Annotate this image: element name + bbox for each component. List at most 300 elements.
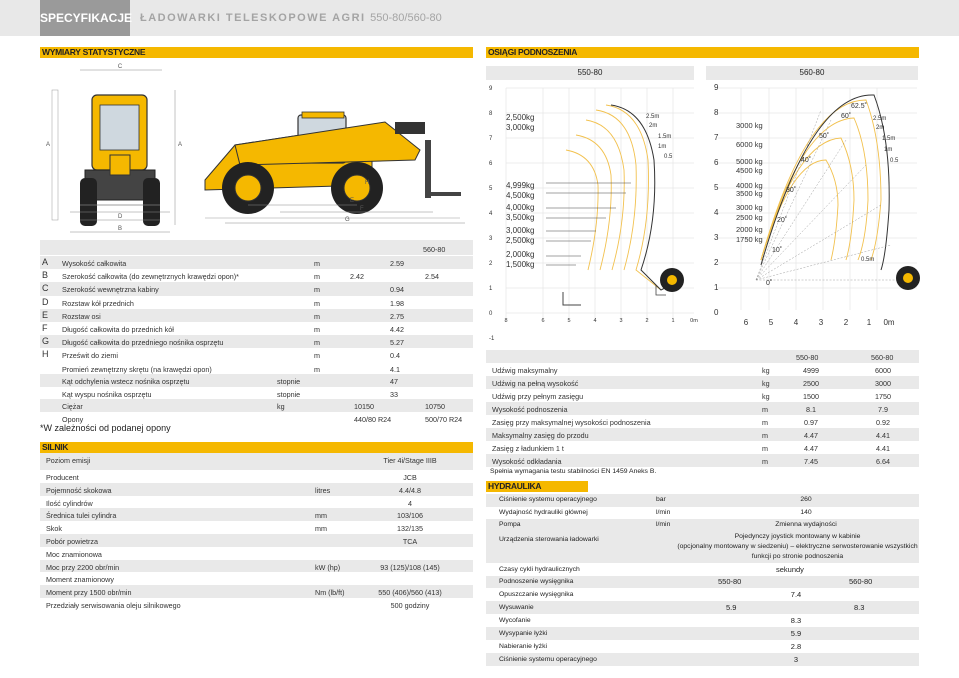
engine-row xyxy=(40,560,473,573)
perf-row xyxy=(486,454,919,467)
engine-row-label: Producent xyxy=(46,473,79,482)
dims-row-unit: m xyxy=(314,351,320,361)
perf-row xyxy=(486,428,919,441)
perf-row-label: Zasięg z ładunkiem 1 t xyxy=(492,444,564,453)
dims-extra-v2: 10750 xyxy=(425,402,445,412)
left-y-tick: 0 xyxy=(489,311,493,317)
engine-table xyxy=(40,453,473,611)
engine-row-unit: kW (hp) xyxy=(315,562,341,572)
perf-row xyxy=(486,363,919,376)
right-y-tick: 0 xyxy=(714,308,719,317)
cycle-head-v1: 550-80 xyxy=(718,577,742,586)
perf-row-unit: m xyxy=(762,431,768,440)
left-load-label: 4,000kg xyxy=(506,203,535,212)
engine-row-label: Moc przy 2200 obr/min xyxy=(46,562,120,572)
dims-row-label: Długość całkowita do przedniego nośnika osprzętu xyxy=(62,338,224,348)
left-load-labels xyxy=(506,113,534,269)
hyd-row-unit: bar xyxy=(656,496,666,503)
static-dims-title: WYMIARY STATYSTYCZNE xyxy=(42,47,146,57)
perf-row-v2: 4.41 xyxy=(876,431,890,440)
controls-line-3: funkcji po stronie podnoszenia xyxy=(751,553,844,560)
side-view xyxy=(205,112,461,218)
hydraulics-bar xyxy=(486,481,588,492)
dims-row-letter: C xyxy=(42,283,49,294)
left-load-label: 1,500kg xyxy=(506,260,535,269)
right-angle-label: 50˚ xyxy=(819,133,830,140)
controls-row xyxy=(486,530,919,563)
perf-row-v1: 8.1 xyxy=(806,405,816,414)
left-x-tick: 1 xyxy=(671,318,675,324)
perf-row xyxy=(486,402,919,415)
dim-letter-a-side: A xyxy=(178,142,183,148)
dims-extra-label: Ciężar xyxy=(62,402,83,412)
engine-row-label: Pojemność skokowa xyxy=(46,485,112,495)
controls-label: Urządzenia sterowania ładowarki xyxy=(499,536,599,543)
hyd-row-label: Ciśnienie systemu operacyjnego xyxy=(499,496,597,503)
left-side-label: 2m xyxy=(649,123,658,129)
dims-row xyxy=(40,322,473,335)
perf-row-label: Udźwig na pełną wysokość xyxy=(492,379,579,388)
dims-row xyxy=(40,335,473,348)
engine-bar xyxy=(40,442,473,453)
dim-letter-g: G xyxy=(345,217,350,223)
perf-row-v1: 0.97 xyxy=(804,418,818,427)
perf-row-v1: 1500 xyxy=(803,392,819,401)
right-y-tick: 7 xyxy=(714,133,719,142)
engine-row-value: Tier 4i/Stage IIIB xyxy=(383,456,437,465)
right-load-label: 2500 kg xyxy=(736,213,763,222)
perf-row xyxy=(486,415,919,428)
left-x-tick: 4 xyxy=(593,318,597,324)
dims-row-unit: m xyxy=(314,311,320,321)
right-side-label: 0.5m xyxy=(861,257,875,263)
dims-extra-v1: 33 xyxy=(390,389,398,399)
perf-note: Spełnia wymagania testu stabilności EN 1459 Aneks B. xyxy=(490,468,657,475)
left-y-tick: -1 xyxy=(489,336,495,342)
engine-row-value: JCB xyxy=(403,473,417,482)
perf-row-unit: kg xyxy=(762,366,770,375)
right-y-tick: 4 xyxy=(714,208,719,217)
right-x-axis xyxy=(744,318,895,327)
dims-row-label: Rozstaw kół przednich xyxy=(62,298,134,308)
dims-row-v1: 4.42 xyxy=(390,324,404,334)
engine-row xyxy=(40,547,473,560)
dims-row-letter: G xyxy=(42,336,50,347)
dims-row xyxy=(40,269,473,282)
engine-row-value: 4 xyxy=(408,498,412,508)
perf-row-label: Udźwig maksymalny xyxy=(492,366,558,375)
engine-row xyxy=(40,585,473,598)
perf-row-unit: m xyxy=(762,418,768,427)
right-x-tick: 4 xyxy=(793,318,799,327)
dim-letter-h: H xyxy=(365,180,370,186)
cycle-row-label: Opuszczanie wysięgnika xyxy=(499,591,574,598)
cycle-row-value: 8.3 xyxy=(790,616,802,625)
dims-row-label: Wysokość całkowita xyxy=(62,259,127,268)
right-angle-labels xyxy=(766,102,867,287)
right-x-tick: 6 xyxy=(743,318,749,327)
hydraulics-table xyxy=(486,494,919,531)
perf-col1: 550-80 xyxy=(796,353,819,362)
cycle-table xyxy=(486,588,919,666)
engine-row xyxy=(40,572,473,585)
cycle-head xyxy=(486,576,919,588)
hyd-row-value: 260 xyxy=(800,496,812,503)
dims-row-letter: E xyxy=(42,309,49,320)
right-angle-label: 62.5˚ xyxy=(851,103,867,110)
right-load-label: 6000 kg xyxy=(736,140,763,149)
dim-letter-b: B xyxy=(118,226,123,232)
dims-row xyxy=(40,309,473,322)
hyd-row-value: 140 xyxy=(800,509,812,516)
dims-row-v1: 2.59 xyxy=(390,259,404,268)
dims-row-label: Prześwit do ziemi xyxy=(62,351,118,361)
left-y-tick: 4 xyxy=(489,211,493,217)
right-load-label: 1750 kg xyxy=(736,235,763,244)
right-x-tick: 3 xyxy=(818,318,824,327)
perf-row-label: Wysokość podnoszenia xyxy=(492,405,568,414)
cycle-row-value: 3 xyxy=(793,655,799,664)
right-side-label: 0.5 xyxy=(890,158,899,164)
cycle-row xyxy=(486,627,919,640)
engine-row-label: Moc znamionowa xyxy=(46,549,102,559)
engine-row-unit: mm xyxy=(315,511,327,521)
dims-extra-label: Kąt wyspu nośnika osprzętu xyxy=(62,389,152,399)
dims-row-label: Szerokość wewnętrzna kabiny xyxy=(62,285,159,295)
dims-row-v1: 2.75 xyxy=(390,311,404,321)
dims-extra-label: Promień zewnętrzny skrętu (na krawędzi opon) xyxy=(62,364,212,374)
perf-row-unit: kg xyxy=(762,392,770,401)
chart-right-title: 560-80 xyxy=(706,66,918,80)
dims-table-head xyxy=(40,240,473,256)
engine-row-value: 103/106 xyxy=(397,511,423,521)
right-angle-label: 40˚ xyxy=(801,157,812,164)
left-load-label: 4,500kg xyxy=(506,191,535,200)
static-dims-bar xyxy=(40,47,473,58)
dims-footnote: *W zależności od podanej opony xyxy=(40,423,171,433)
engine-row-label: Poziom emisji xyxy=(46,456,91,465)
right-side-label: 1.5m xyxy=(882,136,896,142)
left-y-tick: 8 xyxy=(489,111,493,117)
dims-col-head: 560-80 xyxy=(423,245,446,254)
perf-row xyxy=(486,441,919,454)
dims-extra-unit: stopnie xyxy=(277,377,301,387)
left-x-tick: 0m xyxy=(690,318,698,324)
dims-extra-unit: stopnie xyxy=(277,389,301,399)
cycle-head-v2: 560-80 xyxy=(849,577,873,586)
hyd-row-label: Pompa xyxy=(499,521,521,528)
dims-row-unit: m xyxy=(314,272,320,282)
dims-row-unit: m xyxy=(314,285,320,295)
cycle-row-value: 5.9 xyxy=(790,629,802,638)
load-chart-560 xyxy=(706,80,919,332)
dim-letter-c: C xyxy=(117,64,123,70)
performance-bar xyxy=(486,47,919,58)
cycle-row-v1: 5.9 xyxy=(726,603,737,612)
right-y-tick: 1 xyxy=(714,283,719,292)
dims-rows xyxy=(40,256,473,362)
right-x-tick: 5 xyxy=(768,318,774,327)
engine-row xyxy=(40,470,473,483)
right-load-label: 2000 kg xyxy=(736,225,763,234)
perf-row xyxy=(486,389,919,402)
dims-table xyxy=(40,240,473,424)
right-y-tick: 6 xyxy=(714,158,719,167)
right-angle-label: 10˚ xyxy=(772,247,783,254)
right-side-label: 1m xyxy=(884,147,893,153)
right-load-label: 3000 kg xyxy=(736,203,763,212)
perf-row-v1: 2500 xyxy=(803,379,819,388)
hyd-row-label: Wydajność hydrauliki głównej xyxy=(499,509,588,516)
left-side-label: 2.5m xyxy=(646,114,660,120)
dims-row-v1: 1.98 xyxy=(390,298,404,308)
dims-row-v1: 2.42 xyxy=(350,272,364,282)
right-load-label: 3000 kg xyxy=(736,121,763,130)
engine-row-value: 4.4/4.8 xyxy=(399,485,421,495)
left-load-label: 3,000kg xyxy=(506,226,535,235)
left-side-labels xyxy=(646,114,673,160)
engine-row-unit: Nm (lb/ft) xyxy=(315,588,345,598)
perf-rows xyxy=(486,363,919,467)
right-y-tick: 2 xyxy=(714,258,719,267)
perf-row-label: Wysokość odkładania xyxy=(492,457,562,466)
left-y-tick: 6 xyxy=(489,161,493,167)
right-x-tick: 2 xyxy=(843,318,849,327)
dims-row-letter: F xyxy=(42,322,48,333)
dims-extra-unit: m xyxy=(314,364,320,374)
perf-row-v1: 4.47 xyxy=(804,431,818,440)
dims-row-unit: m xyxy=(314,259,320,268)
perf-row-unit: m xyxy=(762,457,768,466)
perf-row xyxy=(486,376,919,389)
dims-extra xyxy=(40,362,473,425)
right-y-axis xyxy=(714,83,719,317)
controls-line-1: Pojedynczy joystick montowany w kabinie xyxy=(734,533,861,540)
left-load-label: 2,500kg xyxy=(506,236,535,245)
title-text: ŁADOWARKI TELESKOPOWE AGRI xyxy=(140,12,366,24)
left-load-top: 3,000kg xyxy=(506,123,535,132)
dims-extra-row xyxy=(40,362,473,375)
left-x-tick: 2 xyxy=(645,318,649,324)
cycle-label: Czasy cykli hydraulicznych xyxy=(499,566,580,573)
perf-row-v1: 7.45 xyxy=(804,457,818,466)
left-y-tick: 1 xyxy=(489,286,493,292)
left-load-top: 2,500kg xyxy=(506,113,535,122)
dims-extra-v2: 500/70 R24 xyxy=(425,414,463,424)
engine-row-value: TCA xyxy=(402,536,418,546)
perf-row-unit: kg xyxy=(762,379,770,388)
machine-drawing xyxy=(40,60,473,240)
engine-row xyxy=(40,453,473,470)
engine-row xyxy=(40,521,473,534)
left-x-tick: 8 xyxy=(504,318,508,324)
right-y-tick: 9 xyxy=(714,83,719,92)
dims-row-unit: m xyxy=(314,298,320,308)
dims-row-label: Długość całkowita do przednich kół xyxy=(62,324,174,334)
perf-row-v2: 0.92 xyxy=(876,418,890,427)
engine-row-label: Moment znamionowy xyxy=(46,575,114,585)
cycle-row xyxy=(486,653,919,666)
dims-extra-v1: 440/80 R24 xyxy=(354,414,392,424)
perf-row-v2: 6000 xyxy=(875,366,891,375)
left-y-tick: 2 xyxy=(489,261,493,267)
dims-row-v1: 0.4 xyxy=(390,351,400,361)
dims-row-letter: D xyxy=(42,296,49,307)
dims-row-unit: m xyxy=(314,324,320,334)
engine-row-label: Moment przy 1500 obr/min xyxy=(46,588,132,598)
engine-row xyxy=(40,508,473,521)
cycle-row-label: Wysypanie łyżki xyxy=(499,630,548,637)
dims-row xyxy=(40,296,473,309)
engine-row-value: 500 godziny xyxy=(390,600,430,610)
perf-col2: 560-80 xyxy=(871,353,894,362)
dims-row-letter: H xyxy=(42,349,49,360)
perf-row-v2: 7.9 xyxy=(878,405,888,414)
hyd-row xyxy=(486,494,919,507)
dim-letter-e: E xyxy=(350,198,355,204)
cycle-row-label: Wycofanie xyxy=(499,617,531,624)
right-y-tick: 5 xyxy=(714,183,719,192)
title-models: 550-80/560-80 xyxy=(370,12,442,24)
perf-row-unit: m xyxy=(762,405,768,414)
right-load-label: 4500 kg xyxy=(736,166,763,175)
perf-row-v2: 4.41 xyxy=(876,444,890,453)
left-y-tick: 5 xyxy=(489,186,493,192)
engine-row-value: 132/135 xyxy=(397,524,423,534)
cycle-row-label: Nabieranie łyżki xyxy=(499,643,547,650)
perf-row-v2: 1750 xyxy=(875,392,891,401)
engine-row xyxy=(40,483,473,496)
perf-row-v1: 4999 xyxy=(803,366,819,375)
engine-row-label: Przedziały serwisowania oleju silnikowego xyxy=(46,600,181,610)
dims-row-letter: A xyxy=(42,257,49,267)
right-load-labels xyxy=(736,121,763,244)
dims-row xyxy=(40,256,473,269)
left-side-label: 1.5m xyxy=(658,134,672,140)
engine-row-value: 93 (125)/108 (145) xyxy=(380,562,440,572)
perf-row-label: Zasięg przy maksymalnej wysokości podnoszenia xyxy=(492,418,651,427)
left-load-label: 2,000kg xyxy=(506,250,535,259)
engine-row-label: Skok xyxy=(46,524,62,534)
perf-row-v2: 6.64 xyxy=(876,457,890,466)
left-side-label: 1m xyxy=(658,144,667,150)
engine-title: SILNIK xyxy=(42,442,69,452)
chart-left-title: 550-80 xyxy=(486,66,694,80)
left-y-tick: 3 xyxy=(489,236,493,242)
dims-row-v2: 2.54 xyxy=(425,272,439,282)
dims-row-v1: 0.94 xyxy=(390,285,404,295)
dims-row xyxy=(40,348,473,361)
left-y-axis xyxy=(489,86,495,342)
left-side-label: 0.5 xyxy=(664,154,673,160)
perf-head xyxy=(486,350,919,363)
right-angle-label: 60˚ xyxy=(841,113,852,120)
left-x-axis xyxy=(504,318,698,324)
front-view xyxy=(52,70,170,226)
dims-row-label: Rozstaw osi xyxy=(62,311,101,321)
right-side-label: 2.5m xyxy=(873,116,887,122)
dims-row-letter: B xyxy=(42,270,49,281)
left-y-tick: 9 xyxy=(489,86,493,92)
right-load-label: 4000 kg xyxy=(736,181,763,190)
right-x-tick: 0m xyxy=(883,318,895,327)
left-y-tick: 7 xyxy=(489,136,493,142)
right-angle-label: 20˚ xyxy=(777,217,788,224)
cycle-row-v2: 8.3 xyxy=(854,603,865,612)
perf-row-label: Maksymalny zasięg do przodu xyxy=(492,431,589,440)
cycle-row xyxy=(486,588,919,601)
dims-extra-v1: 10150 xyxy=(354,402,374,412)
engine-row-value: 550 (406)/560 (413) xyxy=(378,588,442,598)
dims-row-label: Szerokość całkowita (do zewnętrznych krawędzi opon)* xyxy=(62,272,239,282)
perf-row-v1: 4.47 xyxy=(804,444,818,453)
engine-row xyxy=(40,534,473,547)
hydraulics-title: HYDRAULIKA xyxy=(488,481,542,491)
cycle-row xyxy=(486,601,919,614)
left-x-tick: 6 xyxy=(541,318,545,324)
page-title xyxy=(140,0,442,36)
cycle-row xyxy=(486,564,919,576)
dims-extra-unit: kg xyxy=(277,402,285,412)
left-load-label: 3,500kg xyxy=(506,213,535,222)
cycle-row xyxy=(486,614,919,627)
dims-extra-label: Kąt odchylenia wstecz nośnika osprzętu xyxy=(62,377,190,387)
dims-row xyxy=(40,282,473,295)
controls-line-2: (opcjonalny montowany w siedzeniu) – elektryczne serwosterowanie wszystkich xyxy=(677,543,918,550)
right-load-label: 5000 kg xyxy=(736,157,763,166)
right-y-tick: 8 xyxy=(714,108,719,117)
hyd-row-unit: l/min xyxy=(656,509,671,516)
engine-row-unit: mm xyxy=(315,524,327,534)
dims-extra-row xyxy=(40,374,473,387)
dims-extra-row xyxy=(40,399,473,412)
engine-row-label: Pobór powietrza xyxy=(46,536,98,546)
left-x-tick: 5 xyxy=(567,318,571,324)
engine-row xyxy=(40,598,473,611)
dim-letter-f: F xyxy=(360,206,364,212)
right-load-label: 3500 kg xyxy=(736,189,763,198)
hyd-row xyxy=(486,507,919,519)
hyd-row-unit: l/min xyxy=(656,521,671,528)
dims-extra-v1: 47 xyxy=(390,377,398,387)
dims-extra-label: Opony xyxy=(62,414,84,424)
left-load-label: 4,999kg xyxy=(506,181,535,190)
engine-row-label: Ilość cylindrów xyxy=(46,498,93,508)
load-chart-550 xyxy=(486,80,698,342)
right-x-tick: 1 xyxy=(866,318,872,327)
hyd-row-value: Zmienna wydajności xyxy=(775,521,837,528)
perf-row-unit: m xyxy=(762,444,768,453)
cycle-row-label: Ciśnienie systemu operacyjnego xyxy=(499,656,597,663)
engine-row-label: Średnica tulei cylindra xyxy=(46,511,117,521)
perf-row-label: Udźwig przy pełnym zasięgu xyxy=(492,392,584,401)
engine-row xyxy=(40,496,473,509)
perf-row-v2: 3000 xyxy=(875,379,891,388)
cycle-value: sekundy xyxy=(776,565,804,574)
dims-row-unit: m xyxy=(314,338,320,348)
performance-title: OSIĄGI PODNOSZENIA xyxy=(488,47,578,57)
right-angle-label: 30˚ xyxy=(786,187,797,194)
dims-row-v1: 5.27 xyxy=(390,338,404,348)
performance-table xyxy=(486,350,919,467)
dims-extra-v1: 4.1 xyxy=(390,364,400,374)
right-side-label: 2m xyxy=(876,125,885,131)
cycle-row-value: 2.8 xyxy=(790,642,802,651)
dim-letter-d: D xyxy=(118,214,123,220)
engine-row-unit: litres xyxy=(315,485,331,495)
dim-letter-a: A xyxy=(46,142,51,148)
right-angle-label: 0˚ xyxy=(766,280,773,287)
